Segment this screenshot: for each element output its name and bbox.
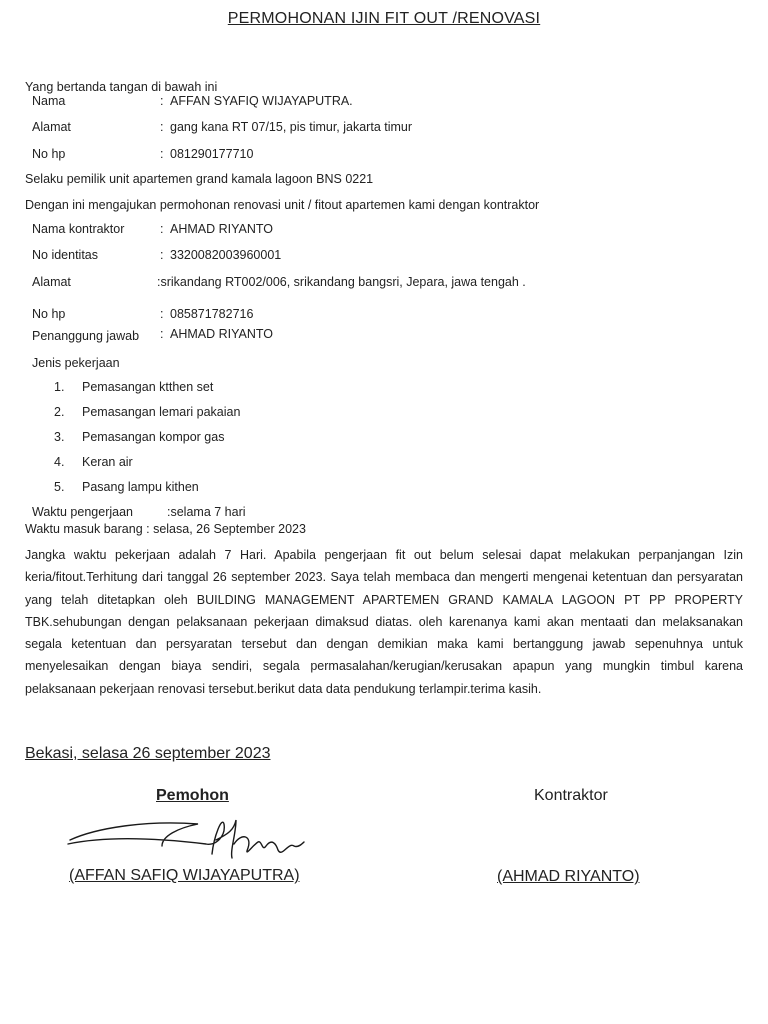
work-duration-label: Waktu pengerjaan — [32, 505, 133, 519]
list-item: Pemasangan lemari pakaian — [82, 405, 241, 419]
list-item: Pemasangan ktthen set — [82, 380, 214, 394]
contractor-role: Kontraktor — [534, 787, 608, 804]
list-item-number: 4. — [54, 455, 65, 469]
contractor-id-value: 3320082003960001 — [170, 248, 282, 262]
applicant-address-label: Alamat — [32, 120, 71, 134]
list-item: Pasang lampu kithen — [82, 480, 199, 494]
colon: : — [160, 248, 164, 262]
list-item-number: 5. — [54, 480, 65, 494]
colon: : — [160, 94, 164, 108]
contractor-name-value: AHMAD RIYANTO — [170, 222, 274, 236]
list-item: Pemasangan kompor gas — [82, 430, 225, 444]
work-duration-value: :selama 7 hari — [167, 505, 246, 519]
contractor-name-label: Nama kontraktor — [32, 222, 125, 236]
list-item-number: 1. — [54, 380, 65, 394]
list-item: Keran air — [82, 455, 133, 469]
responsible-label: Penanggung jawab — [32, 329, 140, 343]
contractor-phone-label: No hp — [32, 307, 66, 321]
applicant-address-value: gang kana RT 07/15, pis timur, jakarta timur — [170, 120, 413, 134]
applicant-phone-label: No hp — [32, 147, 66, 161]
contractor-address-label: Alamat — [32, 275, 71, 289]
intro-text: Yang bertanda tangan di bawah ini — [25, 80, 218, 94]
work-type-label: Jenis pekerjaan — [32, 356, 120, 370]
contractor-name-signature: (AHMAD RIYANTO) — [497, 868, 640, 885]
place-date: Bekasi, selasa 26 september 2023 — [25, 745, 271, 762]
applicant-name-signature: (AFFAN SAFIQ WIJAYAPUTRA) — [69, 867, 300, 884]
contractor-address-value: :srikandang RT002/006, srikandang bangsri, Jepara, jawa tengah . — [157, 275, 526, 289]
applicant-name-label: Nama — [32, 94, 66, 108]
body-paragraph: Jangka waktu pekerjaan adalah 7 Hari. Apabila pengerjaan fit out belum selesai dapat melakukan perpanjangan Izin keria/fitout.Terhitung dari tanggal 26 september 2023. Saya telah membaca dan mengerti mengenai ketentuan dan persyaratan yang telah ditetapkan oleh BUILDING MANAGEMENT APARTEMEN GRAND KAMALA LAGOON PT PP PROPERTY TBK.sehubungan dengan pelaksanaan pekerjaan dimaksud diatas. oleh karenanya kami akan mentaati dan melaksanakan segala ketentuan dan persyaratan tersebut dan dengan demikian maka kami bertanggung jawab sepenuhnya untuk menyelesaikan dengan biaya sendiri, segala permasalahan/kerugian/kerusakan apapun yang mungkin timbul karena pelaksanaan pekerjaan renovasi tersebut.berikut data data pendukung terlampir.terima kasih. — [25, 548, 743, 696]
list-item-number: 3. — [54, 430, 65, 444]
applicant-signature — [66, 806, 306, 868]
document-title: PERMOHONAN IJIN FIT OUT /RENOVASI — [227, 10, 541, 27]
owner-statement: Selaku pemilik unit apartemen grand kamala lagoon BNS 0221 — [25, 172, 374, 186]
list-item-number: 2. — [54, 405, 65, 419]
colon: : — [160, 222, 164, 236]
applicant-phone-value: 081290177710 — [170, 147, 254, 161]
responsible-value: AHMAD RIYANTO — [170, 327, 274, 341]
applicant-role: Pemohon — [156, 787, 229, 804]
request-statement: Dengan ini mengajukan permohonan renovasi unit / fitout apartemen kami dengan kontraktor — [25, 198, 540, 212]
colon: : — [160, 327, 164, 341]
applicant-name-value: AFFAN SYAFIQ WIJAYAPUTRA. — [170, 94, 353, 108]
colon: : — [160, 307, 164, 321]
contractor-phone-value: 085871782716 — [170, 307, 254, 321]
goods-entry-line: Waktu masuk barang : selasa, 26 September 2023 — [25, 522, 306, 536]
colon: : — [160, 120, 164, 134]
contractor-id-label: No identitas — [32, 248, 99, 262]
colon: : — [160, 147, 164, 161]
